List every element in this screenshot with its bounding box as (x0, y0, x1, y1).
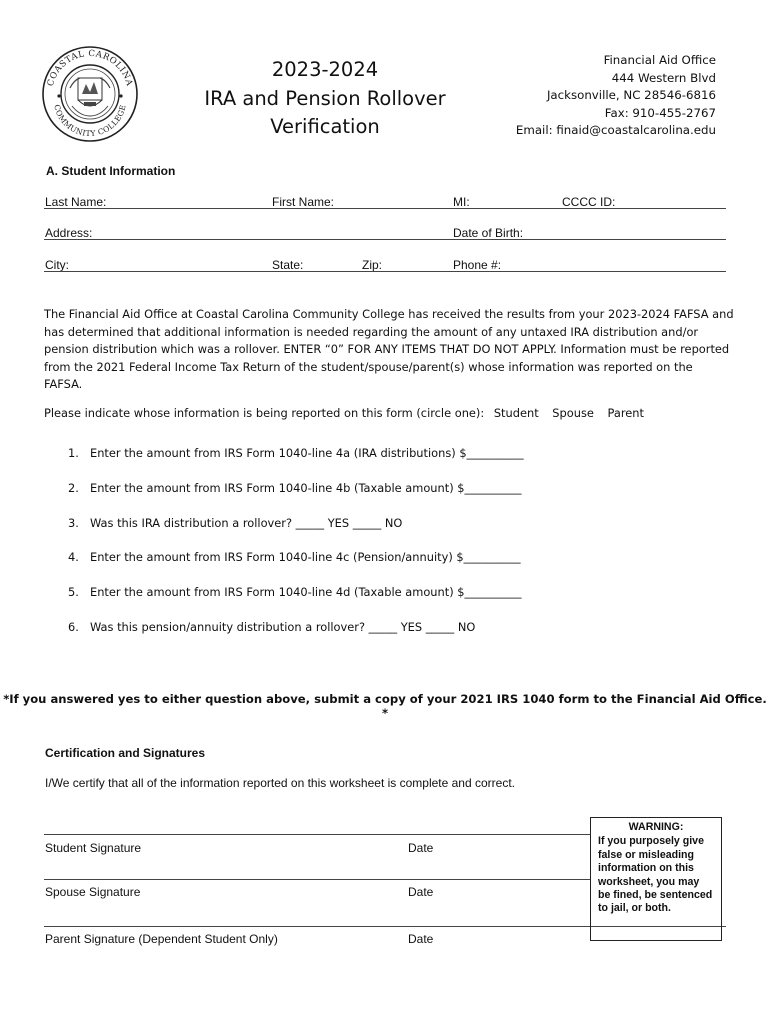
last-name-label: Last Name: (45, 195, 107, 209)
parent-signature-label: Parent Signature (Dependent Student Only) (45, 932, 278, 946)
question-6[interactable] (68, 620, 475, 634)
dob-label: Date of Birth: (453, 226, 524, 240)
address-label: Address: (45, 226, 93, 240)
certification-statement: I/We certify that all of the information reported on this worksheet is complete and correct. (45, 776, 515, 790)
question-4[interactable] (68, 550, 521, 564)
circle-one-prompt (44, 406, 644, 420)
parent-date-label: Date (408, 932, 434, 946)
question-number: 1. (68, 446, 79, 460)
phone-label: Phone #: (453, 258, 502, 272)
mi-label: MI: (453, 195, 470, 209)
svg-text:COMMUNITY COLLEGE: COMMUNITY COLLEGE (52, 103, 128, 139)
title-sub: Verification (270, 115, 380, 138)
office-email: Email: finaid@coastalcarolina.edu (515, 123, 716, 137)
office-name: Financial Aid Office (603, 53, 716, 67)
question-number: 2. (68, 481, 79, 495)
section-a-heading: A. Student Information (46, 164, 176, 178)
title-main: IRA and Pension Rollover (204, 86, 446, 110)
svg-text:COASTAL CAROLINA: COASTAL CAROLINA (45, 48, 135, 88)
warning-title: WARNING: (628, 821, 684, 833)
question-2[interactable] (68, 481, 521, 495)
question-text: Enter the amount from IRS Form 1040-line 4c (Pension/annuity) $__________ (90, 550, 521, 564)
spouse-date-label: Date (408, 885, 434, 899)
question-number: 4. (68, 550, 79, 564)
question-number: 3. (68, 516, 79, 530)
spouse-signature-line[interactable] (44, 879, 590, 880)
question-number: 6. (68, 620, 79, 634)
form-title (180, 56, 470, 142)
intro-text: The Financial Aid Office at Coastal Carolina Community College has received the results from your 2023-2024 FAFSA and has determined that additional information is needed regarding the amount of any untaxed IRA distribution and/or pension distribution which was a rollover. ENTER “0” FOR ANY ITEMS THAT DO NOT APPLY. Information must be reported from the 2021 Federal Income Tax Return of the student/spouse/parent(s) whose information was reported on the FAFSA. (44, 307, 734, 391)
city-field[interactable] (44, 271, 726, 272)
question-text: Was this pension/annuity distribution a rollover? _____ YES _____ NO (90, 620, 476, 634)
question-number: 5. (68, 585, 79, 599)
question-text: Was this IRA distribution a rollover? _____ YES _____ NO (90, 516, 403, 530)
warning-box (590, 817, 722, 941)
question-1[interactable] (68, 446, 524, 460)
question-text: Enter the amount from IRS Form 1040-line 4b (Taxable amount) $__________ (90, 481, 522, 495)
office-fax: Fax: 910-455-2767 (604, 105, 716, 120)
first-name-label: First Name: (272, 195, 335, 209)
question-text: Enter the amount from IRS Form 1040-line 4d (Taxable amount) $__________ (90, 585, 522, 599)
title-year: 2023-2024 (271, 58, 379, 81)
office-city: Jacksonville, NC 28546-6816 (546, 88, 716, 102)
spouse-signature-label: Spouse Signature (45, 885, 141, 899)
certification-heading: Certification and Signatures (45, 746, 206, 760)
state-label: State: (272, 258, 304, 272)
question-3[interactable] (68, 516, 402, 530)
last-name-field[interactable] (44, 208, 726, 209)
office-street: 444 Western Blvd (611, 70, 716, 85)
office-address (516, 52, 716, 140)
option-spouse[interactable]: Spouse (552, 406, 594, 420)
option-student[interactable]: Student (493, 406, 539, 420)
option-parent[interactable]: Parent (607, 406, 644, 420)
warning-text: If you purposely give false or misleading information on this worksheet, you may be fined, be sentenced to jail, or both. (598, 835, 713, 915)
zip-label: Zip: (362, 258, 383, 272)
question-text: Enter the amount from IRS Form 1040-line 4a (IRA distributions) $__________ (90, 446, 524, 460)
college-seal-logo (40, 44, 140, 144)
circle-prompt-text: Please indicate whose information is being reported on this form (circle one): (44, 406, 485, 420)
city-label: City: (45, 258, 69, 272)
cccc-id-label: CCCC ID: (562, 195, 616, 209)
question-5[interactable] (68, 585, 521, 599)
address-field[interactable] (44, 239, 726, 240)
submit-notice: *If you answered yes to either question above, submit a copy of your 2021 IRS 1040 form to the Financial Aid Office. * (3, 692, 767, 720)
intro-paragraph (44, 306, 734, 394)
student-date-label: Date (408, 841, 434, 855)
student-signature-label: Student Signature (45, 841, 142, 855)
student-signature-line[interactable] (44, 834, 590, 835)
